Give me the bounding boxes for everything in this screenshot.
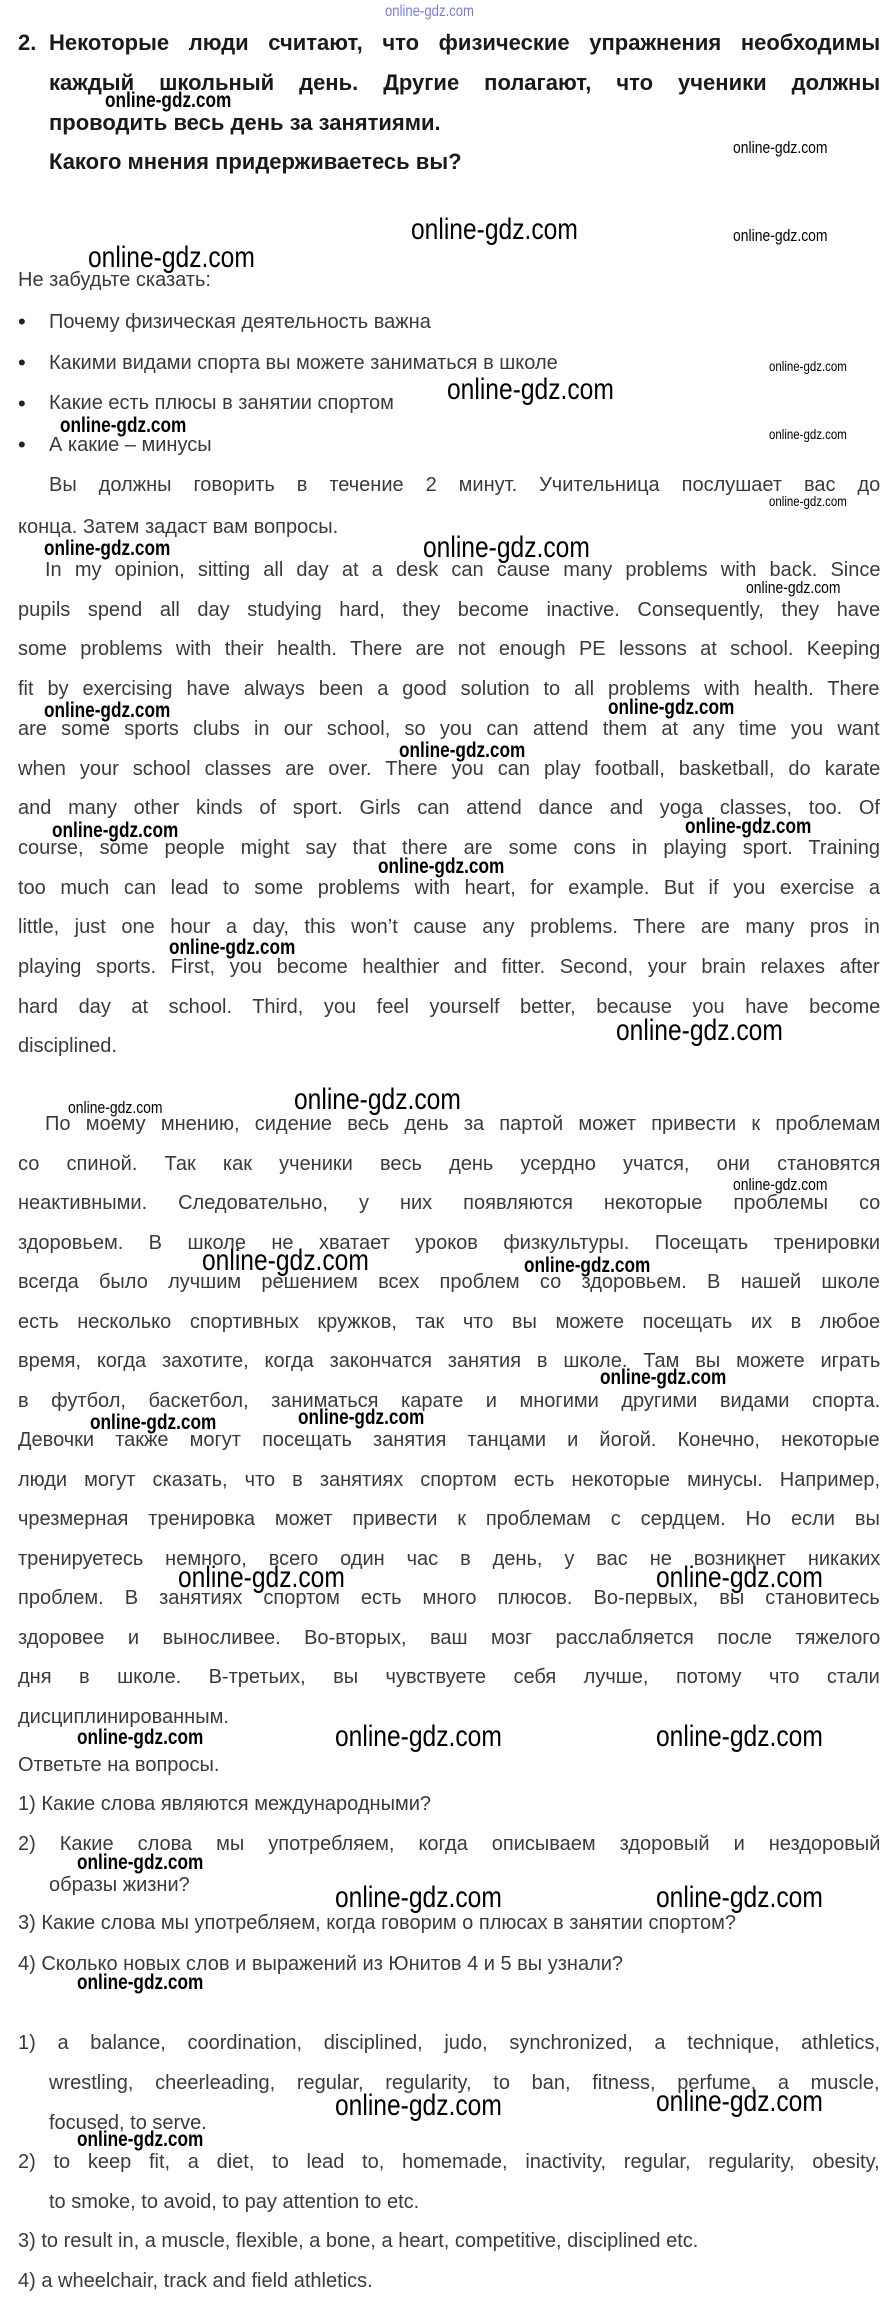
essay-ru-line: проблем. В занятиях спортом есть много плюсов. Во-первых, вы становитесь [18, 1587, 880, 1609]
answer-line: 1) a balance, coordination, disciplined, judo, synchronized, a technique, athletics, [18, 2032, 881, 2054]
watermark: online-gdz.com [335, 1881, 502, 1914]
task-heading-line: проводить весь день за занятиями. [49, 110, 441, 135]
watermark: online-gdz.com [178, 1561, 345, 1594]
bullet-icon: • [18, 391, 26, 416]
watermark: online-gdz.com [769, 426, 847, 442]
bullet-icon: • [18, 350, 26, 375]
task-number: 2. [18, 30, 37, 55]
watermark: online-gdz.com [733, 225, 828, 245]
essay-en-line: In my opinion, sitting all day at a desk can cause many problems with back. Since [45, 559, 881, 581]
answer-line: 4) a wheelchair, track and field athletics. [18, 2270, 373, 2292]
watermark: online-gdz.com [399, 738, 526, 762]
bullet-icon: • [18, 432, 26, 457]
essay-en-line: pupils spend all day studying hard, they become inactive. Consequently, they have [18, 598, 881, 621]
answer-line: to smoke, to avoid, to pay attention to etc. [49, 2191, 420, 2213]
watermark: online-gdz.com [411, 213, 578, 246]
watermark: online-gdz.com [746, 577, 841, 597]
watermark: online-gdz.com [202, 1244, 369, 1277]
watermark: online-gdz.com [77, 1970, 204, 1994]
watermark: online-gdz.com [447, 373, 614, 406]
watermark: online-gdz.com [294, 1083, 461, 1116]
task-heading-line: Какого мнения придерживаетесь вы? [49, 149, 462, 174]
essay-en-line: little, just one hour a day, this won’t cause any problems. There are many pros in [18, 916, 880, 939]
essay-ru-line: дня в школе. В-третьих, вы чувствуете себя лучше, потому что стали [18, 1666, 880, 1688]
watermark: online-gdz.com [52, 818, 179, 842]
answer-line: 3) to result in, a muscle, flexible, a bone, a heart, competitive, disciplined etc. [18, 2230, 699, 2252]
reminder-title: Не забудьте сказать: [18, 269, 211, 291]
watermark: online-gdz.com [733, 137, 828, 157]
essay-en-line: hard day at school. Third, you feel yourself better, because you have become [18, 995, 881, 1018]
watermark: online-gdz.com [524, 1253, 651, 1277]
reminder-bullet: А какие – минусы [49, 434, 212, 456]
reminder-bullet: Какими видами спорта вы можете заниматься в школе [49, 352, 558, 374]
reminder-bullet: Почему физическая деятельность важна [49, 311, 431, 333]
essay-ru-line: люди могут сказать, что в занятиях спортом есть некоторые минусы. Например, [18, 1468, 881, 1491]
watermark: online-gdz.com [169, 935, 296, 959]
watermark: online-gdz.com [378, 854, 505, 878]
essay-ru-line: есть несколько спортивных кружков, так что вы можете посещать их в любое [18, 1310, 881, 1333]
task-heading-line: Некоторые люди считают, что физические упражнения необходимы [49, 30, 881, 55]
essay-en-line: when your school classes are over. There you can play football, basketball, do karate [18, 757, 881, 780]
bullet-icon: • [18, 309, 26, 334]
question-line: 2) Какие слова мы употребляем, когда описываем здоровый и нездоровый [18, 1833, 881, 1855]
answer-line: 2) to keep fit, a diet, to lead to, homemade, inactivity, regular, regularity, obesity, [18, 2151, 880, 2173]
essay-en-line: playing sports. First, you become healthier and fitter. Second, your brain relaxes after [18, 956, 880, 978]
essay-ru-line: Девочки также могут посещать занятия танцами и йогой. Конечно, некоторые [18, 1429, 880, 1451]
question-line: образы жизни? [49, 1874, 190, 1896]
essay-en-line: disciplined. [18, 1035, 117, 1058]
essay-en-line: course, some people might say that there are some cons in playing sport. Training [18, 836, 880, 859]
essay-ru-line: чрезмерная тренировка может привести к проблемам с сердцем. Но если вы [18, 1508, 880, 1530]
watermark: online-gdz.com [423, 531, 590, 564]
watermark: online-gdz.com [769, 358, 847, 374]
watermark: online-gdz.com [335, 1720, 502, 1753]
reminder-bullet: Какие есть плюсы в занятии спортом [49, 392, 394, 414]
instructions-line: конца. Затем задаст вам вопросы. [18, 516, 339, 538]
essay-en-line: fit by exercising have always been a good solution to all problems with health. There [18, 678, 880, 701]
watermark: online-gdz.com [60, 413, 187, 437]
essay-en-line: some problems with their health. There are not enough PE lessons at school. Keeping [18, 638, 881, 661]
watermark: online-gdz.com [656, 1561, 823, 1594]
answer-line: wrestling, cheerleading, regular, regularity, to ban, fitness, perfume, a muscle, [49, 2072, 880, 2094]
watermark: online-gdz.com [68, 1097, 163, 1117]
watermark: online-gdz.com [335, 2089, 502, 2122]
question-line: 1) Какие слова являются международными? [18, 1793, 431, 1815]
watermark: online-gdz.com [685, 814, 812, 838]
task-heading-line: каждый школьный день. Другие полагают, что ученики должны [49, 70, 881, 95]
watermark: online-gdz.com [77, 1850, 204, 1874]
watermark: online-gdz.com [44, 536, 171, 560]
watermark: online-gdz.com [656, 1720, 823, 1753]
essay-ru-line: неактивными. Следовательно, у них появляются некоторые проблемы со [18, 1192, 881, 1214]
question-line: 4) Сколько новых слов и выражений из Юнитов 4 и 5 вы узнали? [18, 1953, 624, 1975]
watermark: online-gdz.com [616, 1014, 783, 1047]
watermark: online-gdz.com [77, 1725, 204, 1749]
instructions-line: Вы должны говорить в течение 2 минут. Учительница послушает вас до [49, 474, 881, 496]
essay-ru-line: всегда было лучшим решением всех проблем со здоровьем. В нашей школе [18, 1271, 880, 1293]
watermark-top: online-gdz.com [385, 3, 474, 20]
watermark: online-gdz.com [769, 493, 847, 509]
essay-ru-line: со спиной. Так как ученики весь день усердно учатся, они становятся [18, 1152, 881, 1175]
essay-ru-line: в футбол, баскетбол, заниматься карате и многими другими видами спорта. [18, 1389, 881, 1412]
watermark: online-gdz.com [733, 1174, 828, 1194]
watermark: online-gdz.com [608, 695, 735, 719]
essay-ru-line: здоровее и выносливее. Во-вторых, ваш мозг расслабляется после тяжелого [18, 1626, 881, 1649]
essay-en-line: too much can lead to some problems with heart, for example. But if you exercise a [18, 876, 881, 899]
essay-en-line: and many other kinds of sport. Girls can attend dance and yoga classes, too. Of [18, 797, 880, 820]
watermark: online-gdz.com [44, 698, 171, 722]
watermark: online-gdz.com [656, 1881, 823, 1914]
watermark: online-gdz.com [298, 1405, 425, 1429]
answer-line: focused, to serve. [49, 2112, 207, 2134]
watermark: online-gdz.com [600, 1365, 727, 1389]
essay-en-line: are some sports clubs in our school, so you can attend them at any time you want [18, 717, 880, 740]
essay-ru-line: время, когда захотите, когда закончатся занятия в школе. Там вы можете играть [18, 1350, 881, 1372]
essay-ru-line: дисциплинированным. [18, 1705, 229, 1728]
watermark: online-gdz.com [77, 2127, 204, 2151]
essay-ru-line: здоровьем. В школе не хватает уроков физкультуры. Посещать тренировки [18, 1231, 881, 1254]
watermark: online-gdz.com [90, 1410, 217, 1434]
watermark: online-gdz.com [656, 2085, 823, 2118]
question-line: 3) Какие слова мы употребляем, когда говорим о плюсах в занятии спортом? [18, 1912, 737, 1934]
watermark: online-gdz.com [105, 88, 232, 112]
questions-title: Ответьте на вопросы. [18, 1754, 220, 1776]
essay-ru-line: По моему мнению, сидение весь день за партой может привести к проблемам [45, 1113, 881, 1135]
essay-ru-line: тренируетесь немного, всего один час в день, у вас не возникнет никаких [18, 1547, 881, 1570]
watermark: online-gdz.com [88, 241, 255, 274]
